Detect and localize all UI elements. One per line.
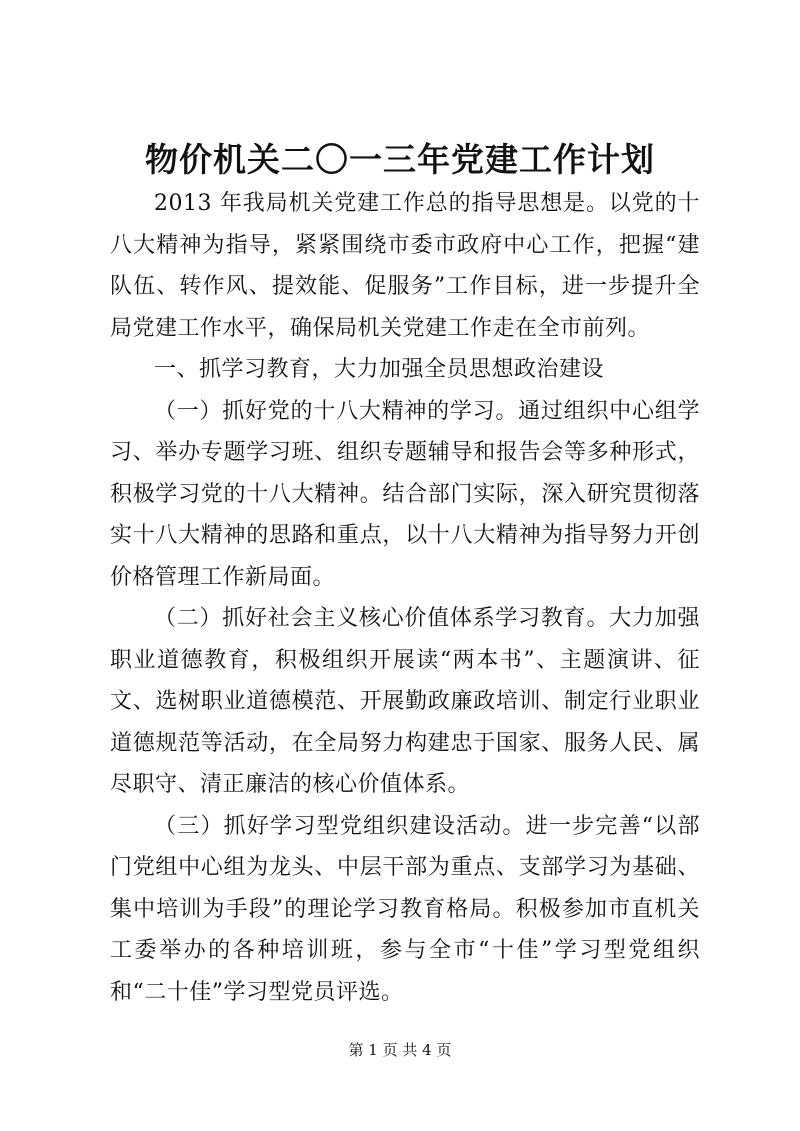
paragraph-item-2: （二）抓好社会主义核心价值体系学习教育。大力加强职业道德教育，积极组织开展读“两本书”、主题演讲、征文、选树职业道德模范、开展勤政廉政培训、制定行业职业道德规范等活动，在全局努力构建忠于国家、服务人民、属尽职守、清正廉洁的核心价值体系。 <box>110 606 700 797</box>
paragraph-item-3: （三）抓好学习型党组织建设活动。进一步完善“以部门党组中心组为龙头、中层干部为重点、支部学习为基础、集中培训为手段”的理论学习教育格局。积极参加市直机关工委举办的各种培训班，参与全市“十佳”学习型党组织和“二十佳”学习型党员评选。 <box>110 813 700 1005</box>
page-number-footer: 第 1 页 共 4 页 <box>348 1041 452 1059</box>
document-body <box>110 183 700 1013</box>
paragraph-guiding-thought: 2013 年我局机关党建工作总的指导思想是。以党的十八大精神为指导，紧紧围绕市委市政府中心工作，把握“建队伍、转作风、提效能、促服务”工作目标，进一步提升全局党建工作水平，确保局机关党建工作走在全市前列。 <box>110 191 700 341</box>
document-title: 物价机关二〇一三年党建工作计划 <box>145 140 655 179</box>
paragraph-item-1: （一）抓好党的十八大精神的学习。通过组织中心组学习、举办专题学习班、组织专题辅导和报告会等多种形式，积极学习党的十八大精神。结合部门实际，深入研究贯彻落实十八大精神的思路和重点，以十八大精神为指导努力开创价格管理工作新局面。 <box>110 398 700 590</box>
section-heading-study-education: 一、抓学习教育，大力加强全员思想政治建设 <box>154 357 605 382</box>
